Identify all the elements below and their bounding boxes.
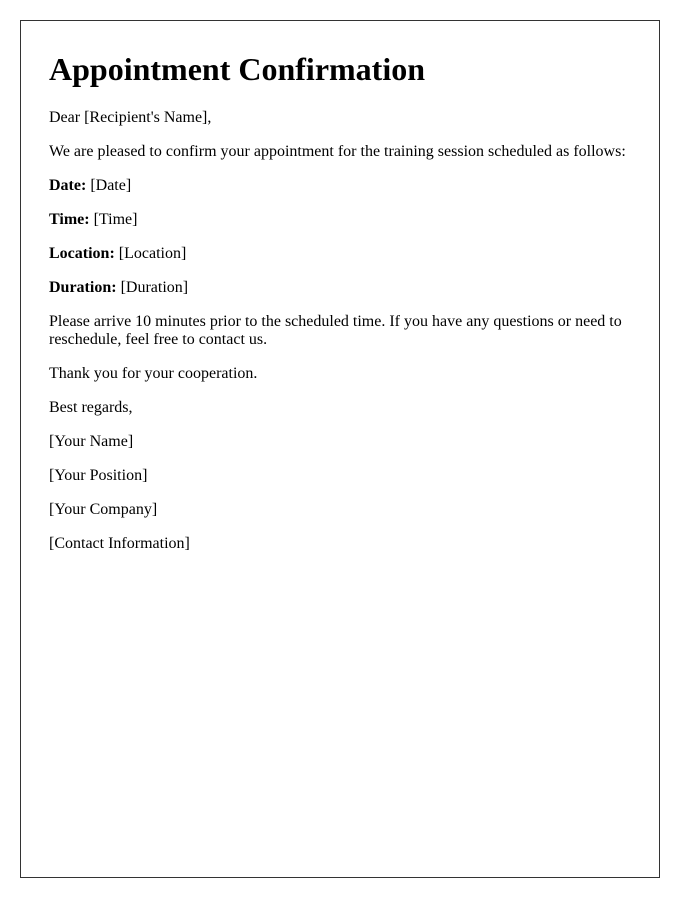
detail-duration [49,279,639,297]
detail-date-label: Date: [49,177,87,194]
signature-position: [Your Position] [49,467,148,484]
intro-paragraph: We are pleased to confirm your appointment for the training session scheduled as follows: [49,143,626,160]
detail-time-value: [Time] [93,211,138,228]
detail-location-value: [Location] [118,245,187,262]
detail-time [49,211,639,229]
detail-date-value: [Date] [90,177,132,194]
detail-time-label: Time: [49,211,90,228]
signature-company: [Your Company] [49,501,158,518]
detail-location-label: Location: [49,245,115,262]
thanks-line: Thank you for your cooperation. [49,365,258,382]
detail-duration-value: [Duration] [120,279,189,296]
detail-location [49,245,639,263]
letter-page [20,20,660,878]
page-title: Appointment Confirmation [49,51,426,87]
signature-contact: [Contact Information] [49,535,190,552]
closing-line: Best regards, [49,399,133,416]
greeting: Dear [Recipient's Name], [49,109,212,126]
detail-duration-label: Duration: [49,279,117,296]
instructions-paragraph: Please arrive 10 minutes prior to the scheduled time. If you have any questions or need to reschedule, feel free to contact us. [49,313,622,348]
detail-date [49,177,639,195]
signature-name: [Your Name] [49,433,134,450]
